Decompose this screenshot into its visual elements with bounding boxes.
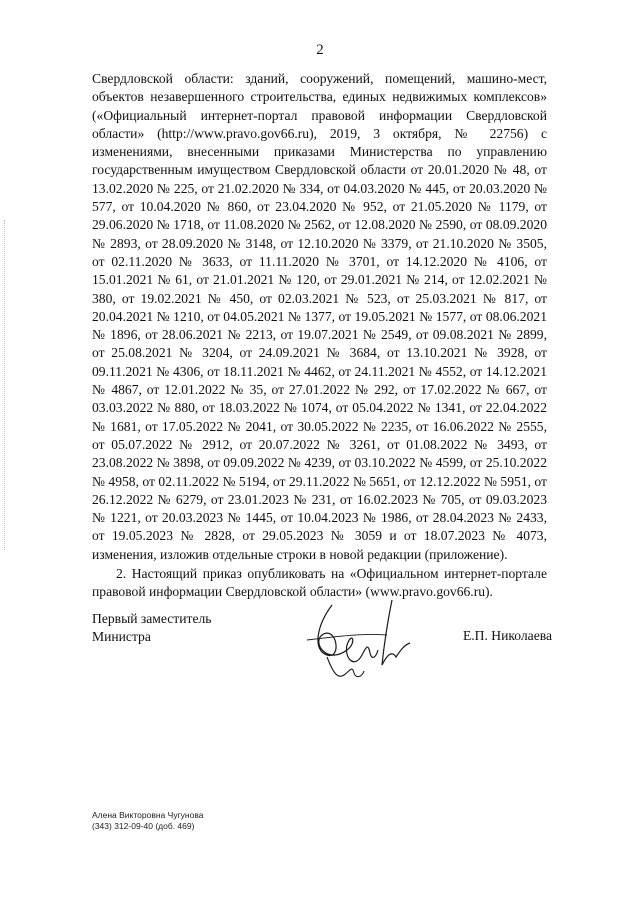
signature-block — [92, 605, 552, 695]
page-number: 2 — [316, 42, 324, 58]
signer-title — [92, 610, 211, 646]
publication-paragraph: 2. Настоящий приказ опубликовать на «Официальном интернет-портале правовой информации Свердловской области» (www.pravo.gov66.ru). — [92, 566, 547, 600]
signer-title-line2: Министра — [92, 629, 151, 644]
scan-edge-mark — [4, 220, 7, 550]
executor-info — [92, 810, 203, 832]
signer-title-line1: Первый заместитель — [92, 611, 212, 626]
amendments-paragraph: Свердловской области: зданий, сооружений, помещений, машино-мест, объектов незавершенного строительства, единых недвижимых комплексов» («Официальный интернет-портал правовой информации Свердловской области» (http://www.pravo.gov66.ru), 2019, 3 октября, № 22756) с изменениями, внесенными приказами Министерства по управлению государственным имуществом Свердловской области от 20.01.2020 № 48, от 13.02.2020 № 225, от 21.02.2020 № 334, от 04.03.2020 № 445, от 20.03.2020 № 577, от 10.04.2020 № 860, от 23.04.2020 № 952, от 21.05.2020 № 1179, от 29.06.2020 № 1718, от 11.08.2020 № 2562, от 12.08.2020 № 2590, от 08.09.2020 № 2893, от 28.09.2020 № 3148, от 12.10.2020 № 3379, от 21.10.2020 № 3505, от 02.11.2020 № 3633, от 11.11.2020 № 3701, от 14.12.2020 № 4106, от 15.01.2021 № 61, от 21.01.2021 № 120, от 29.01.2021 № 214, от 12.02.2021 № 380, от 19.02.2021 № 450, от 02.03.2021 № 523, от 25.03.2021 № 817, от 20.04.2021 № 1210, от 04.05.2021 № 1377, от 19.05.2021 № 1577, от 08.06.2021 № 1896, от 28.06.2021 № 2213, от 19.07.2021 № 2549, от 09.08.2021 № 2899, от 25.08.2021 № 3204, от 24.09.2021 № 3684, от 13.10.2021 № 3928, от 09.11.2021 № 4306, от 18.11.2021 № 4462, от 24.11.2021 № 4552, от 14.12.2021 № 4867, от 12.01.2022 № 35, от 27.01.2022 № 292, от 17.02.2022 № 667, от 03.03.2022 № 880, от 18.03.2022 № 1074, от 05.04.2022 № 1341, от 22.04.2022 № 1681, от 17.05.2022 № 2041, от 30.05.2022 № 2235, от 16.06.2022 № 2555, от 05.07.2022 № 2912, от 20.07.2022 № 3261, от 01.08.2022 № 3493, от 23.08.2022 № 3898, от 09.09.2022 № 4239, от 03.10.2022 № 4599, от 25.10.2022 № 4958, от 02.11.2022 № 5194, от 29.11.2022 № 5651, от 12.12.2022 № 5951, от 26.12.2022 № 6279, от 23.01.2023 № 231, от 16.02.2023 № 705, от 09.03.2023 № 1221, от 20.03.2023 № 1445, от 10.04.2023 № 1986, от 28.04.2023 № 2433, от 19.05.2023 № 2828, от 29.05.2023 № 3059 и от 18.07.2023 № 4073, изменения, изложив отдельные строки в новой редакции (приложение). — [92, 71, 547, 562]
executor-name: Алена Викторовна Чугунова — [92, 810, 204, 820]
executor-phone: (343) 312-09-40 (доб. 469) — [92, 821, 195, 831]
document-body — [92, 70, 547, 602]
signer-name: Е.П. Николаева — [462, 628, 552, 643]
handwritten-signature — [292, 595, 422, 690]
